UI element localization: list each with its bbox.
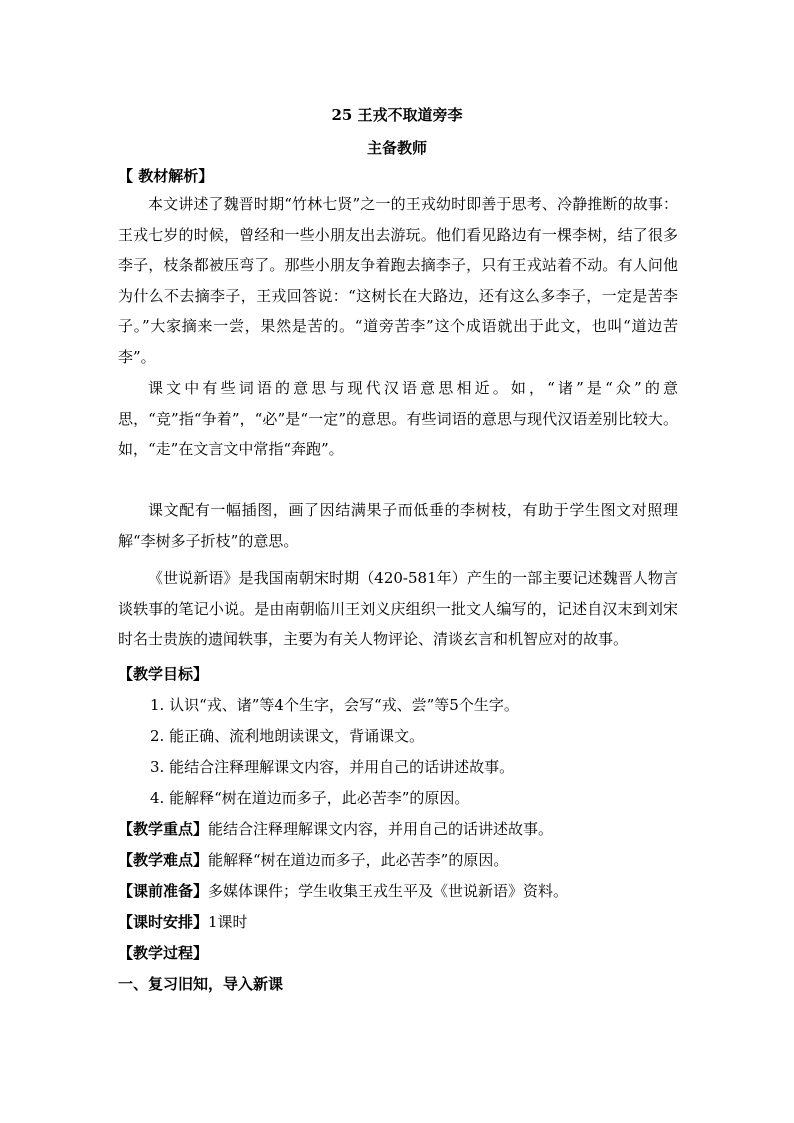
lesson-title: 25 王戎不取道旁李 [331,106,463,124]
preparation-row [118,881,678,901]
schedule-text: 1课时 [208,913,248,931]
key-points-label: 【教学重点】 [118,820,209,838]
preparation-label: 【课前准备】 [118,882,209,900]
goal-item: 4. 能解释“树在道边而多子，此必苦李”的原因。 [150,789,470,807]
goal-item: 1. 认识“戎、诸”等4个生字，会写“戎、尝”等5个生字。 [150,696,519,714]
key-points-row [118,819,678,839]
analysis-paragraph-3: 课文配有一幅插图，画了因结满果子而低垂的李树枝，有助于学生图文对照理解“李树多子折枝”的意思。 [118,501,678,550]
goals-heading: 【教学目标】 [118,665,209,683]
analysis-paragraph-4: 《世说新语》是我国南朝宋时期（420-581年）产生的一部主要记述魏晋人物言谈轶事的笔记小说。是由南朝临川王刘义庆组织一批文人编写的，记述自汉末到刘宋时名士贵族的遗闻轶事，主要为有关人物评论、清谈玄言和机智应对的故事。 [118,569,678,648]
lesson-subtitle: 主备教师 [366,139,427,157]
difficulties-text: 能解释“树在道边而多子，此必苦李”的原因。 [208,851,509,869]
difficulties-label: 【教学难点】 [118,851,209,869]
difficulties-row [118,850,678,870]
schedule-label: 【课时安排】 [118,913,209,931]
preparation-text: 多媒体课件；学生收集王戎生平及《世说新语》资料。 [208,882,569,900]
section-one-heading: 一、复习旧知，导入新课 [118,975,284,993]
analysis-paragraph-2: 课文中有些词语的意思与现代汉语意思相近。如，“诸”是“众”的意思，“竞”指“争着”，“必”是“一定”的意思。有些词语的意思与现代汉语差别比较大。如，“走”在文言文中常指“奔跑”。 [118,379,678,458]
key-points-text: 能结合注释理解课文内容，并用自己的话讲述故事。 [208,820,554,838]
process-heading: 【教学过程】 [118,944,209,962]
schedule-row [118,912,678,932]
goal-item: 3. 能结合注释理解课文内容，并用自己的话讲述故事。 [150,758,515,776]
goal-item: 2. 能正确、流利地朗读课文，背诵课文。 [150,727,425,745]
analysis-paragraph-1: 本文讲述了魏晋时期“竹林七贤”之一的王戎幼时即善于思考、冷静推断的故事：王戎七岁的时候，曾经和一些小朋友出去游玩。他们看见路边有一棵李树，结了很多李子，枝条都被压弯了。那些小朋友争着跑去摘李子，只有王戎站着不动。有人问他为什么不去摘李子，王戎回答说：“这树长在大路边，还有这么多李子，一定是苦李子。”大家摘来一尝，果然是苦的。“道旁苦李”这个成语就出于此文，也叫“道边苦李”。 [118,195,678,366]
analysis-heading: 【 教材解析】 [118,167,214,185]
